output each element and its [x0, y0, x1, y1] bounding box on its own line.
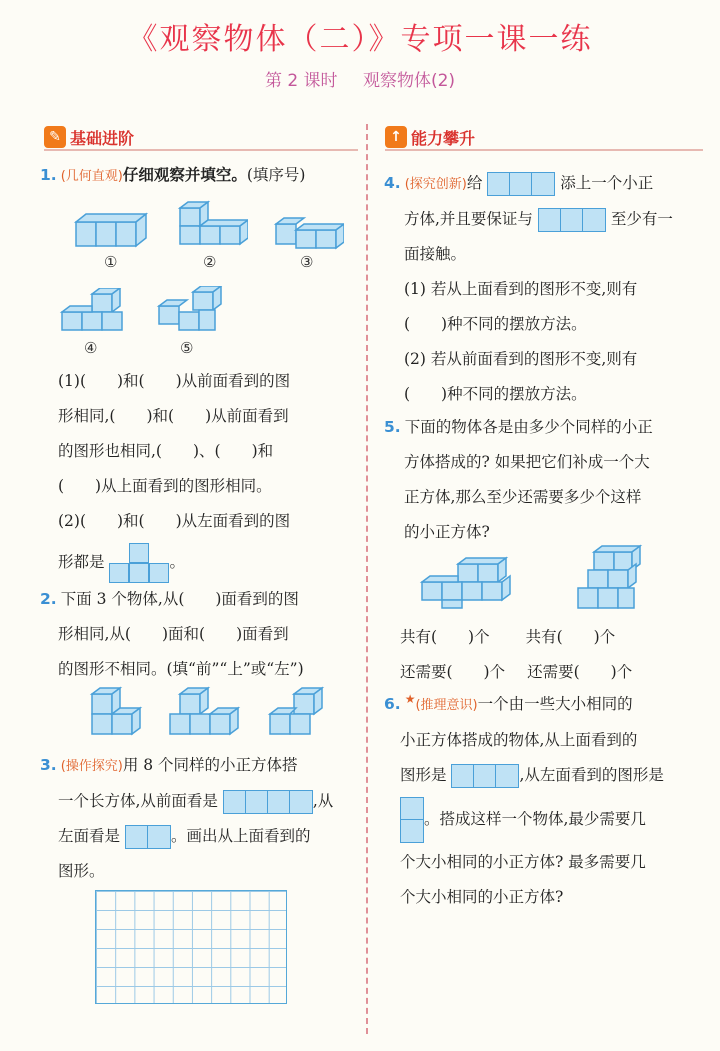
text-line: (1)( )和( )从前面看到的图: [58, 372, 291, 390]
t-shape-view: [109, 543, 169, 583]
q2-figure-3: [266, 686, 336, 742]
question-2: [40, 582, 304, 687]
three-cube-strip: [487, 172, 555, 196]
text-fragment: 图形是: [400, 766, 447, 785]
text-line: 下面 3 个物体,从( )面看到的图: [60, 590, 299, 608]
text-line: 图形。: [58, 862, 105, 880]
text-fragment: ,从左面看到的图形是: [519, 766, 664, 785]
text-line: 的图形也相同,( )、( )和: [58, 442, 274, 460]
answer-need-a: 还需要( )个: [400, 663, 506, 681]
cube-figure-3: [272, 210, 344, 254]
page-title: 《观察物体（二）》专项一课一练: [127, 22, 593, 57]
question-hint: (填序号): [246, 166, 306, 184]
answer-need-b: 还需要( )个: [527, 663, 633, 681]
answer-count-a: 共有( )个: [400, 628, 490, 646]
q5-figure-a: [418, 556, 524, 612]
text-line: 方体搭成的? 如果把它们补成一个大: [404, 453, 650, 471]
text-fragment: 至少有一: [610, 210, 673, 228]
text-fragment: 一个长方体,从前面看是: [58, 792, 218, 810]
q5-figure-b: [574, 542, 644, 616]
cube-figure-1: [72, 206, 152, 254]
text-fragment: ,从: [312, 792, 334, 810]
section-underline: [385, 149, 703, 151]
text-line: ( )从上面看到的图形相同。: [58, 477, 272, 495]
question-number: 5.: [384, 418, 401, 436]
drawing-grid[interactable]: [95, 890, 287, 1004]
text-line: 形相同,从( )面和( )面看到: [58, 625, 289, 643]
question-tag: (探究创新): [404, 177, 467, 192]
star-icon: ★: [404, 692, 416, 706]
text-line: 的小正方体?: [404, 523, 490, 541]
question-instruction: 仔细观察并填空。: [122, 166, 247, 184]
figure-label: ②: [203, 253, 217, 271]
section-header-basics: [44, 123, 358, 151]
text-fragment: 左面看是: [58, 827, 121, 845]
front-view-strip: [223, 790, 313, 814]
left-view-vertical-strip: [400, 797, 424, 843]
text-line: ( )种不同的摆放方法。: [404, 315, 587, 333]
page-subtitle: [0, 66, 720, 91]
text-fragment: 添上一个小正: [560, 174, 654, 192]
text-line: ( )种不同的摆放方法。: [404, 385, 587, 403]
lesson-number: 第 2 课时: [264, 71, 338, 91]
text-line: (2)( )和( )从左面看到的图: [58, 512, 291, 530]
text-line: 一个由一些大小相同的: [477, 695, 633, 714]
question-number: 3.: [40, 756, 57, 774]
question-4: [384, 166, 673, 412]
question-number: 2.: [40, 590, 57, 608]
lesson-topic: 观察物体(2): [362, 71, 456, 91]
text-fragment: 。画出从上面看到的: [170, 827, 311, 845]
q2-figure-1: [88, 686, 158, 742]
column-divider: [366, 124, 368, 1034]
text-line: (1) 若从上面看到的图形不变,则有: [404, 280, 638, 298]
question-tag: (推理意识): [415, 698, 478, 714]
cube-figure-4: [58, 288, 128, 338]
basics-icon: ✎: [44, 126, 66, 148]
text-line: 个大小相同的小正方体?: [400, 888, 564, 907]
figure-label: ④: [84, 339, 98, 357]
section-underline: [44, 149, 358, 151]
section-label: 基础进阶: [70, 128, 135, 148]
answer-count-b: 共有( )个: [525, 628, 616, 646]
text-fragment: 方体,并且要保证与: [404, 210, 533, 228]
ability-icon: ↑: [385, 126, 407, 148]
question-tag: (几何直观): [60, 169, 123, 184]
question-3: [40, 748, 333, 889]
text-line: 的图形不相同。(填“前”“上”或“左”): [58, 660, 304, 678]
cube-figure-5: [155, 286, 225, 338]
question-6: [384, 682, 664, 915]
question-number: 6.: [384, 695, 401, 714]
question-1: [40, 158, 305, 194]
figure-label: ①: [104, 253, 118, 271]
cube-figure-2: [176, 200, 248, 254]
section-label: 能力攀升: [411, 128, 476, 148]
q5-answers: [400, 620, 632, 690]
text-line: 下面的物体各是由多少个同样的小正: [404, 418, 653, 436]
question-1-body: [58, 364, 290, 585]
text-fragment: 。: [169, 553, 185, 571]
text-line: 用 8 个同样的小正方体搭: [122, 756, 298, 774]
question-tag: (操作探究): [60, 759, 123, 774]
three-cube-strip: [538, 208, 606, 232]
text-line: 个大小相同的小正方体? 最多需要几: [400, 853, 646, 872]
figure-label: ⑤: [180, 339, 194, 357]
question-number: 4.: [384, 174, 401, 192]
text-fragment: 形都是: [58, 553, 105, 571]
question-number: 1.: [40, 166, 57, 184]
text-line: 形相同,( )和( )从前面看到: [58, 407, 289, 425]
top-view-strip: [451, 764, 519, 788]
text-line: 正方体,那么至少还需要多少个这样: [404, 488, 642, 506]
question-5: [384, 410, 653, 550]
section-header-ability: [385, 123, 703, 151]
text-fragment: 。搭成这样一个物体,最少需要几: [424, 810, 646, 829]
left-view-strip: [125, 825, 171, 849]
text-line: 面接触。: [404, 245, 467, 263]
text-fragment: 给: [466, 174, 483, 192]
q2-figure-2: [166, 686, 258, 742]
text-line: 小正方体搭成的物体,从上面看到的: [400, 731, 638, 750]
text-line: (2) 若从前面看到的图形不变,则有: [404, 350, 638, 368]
figure-label: ③: [300, 253, 314, 271]
